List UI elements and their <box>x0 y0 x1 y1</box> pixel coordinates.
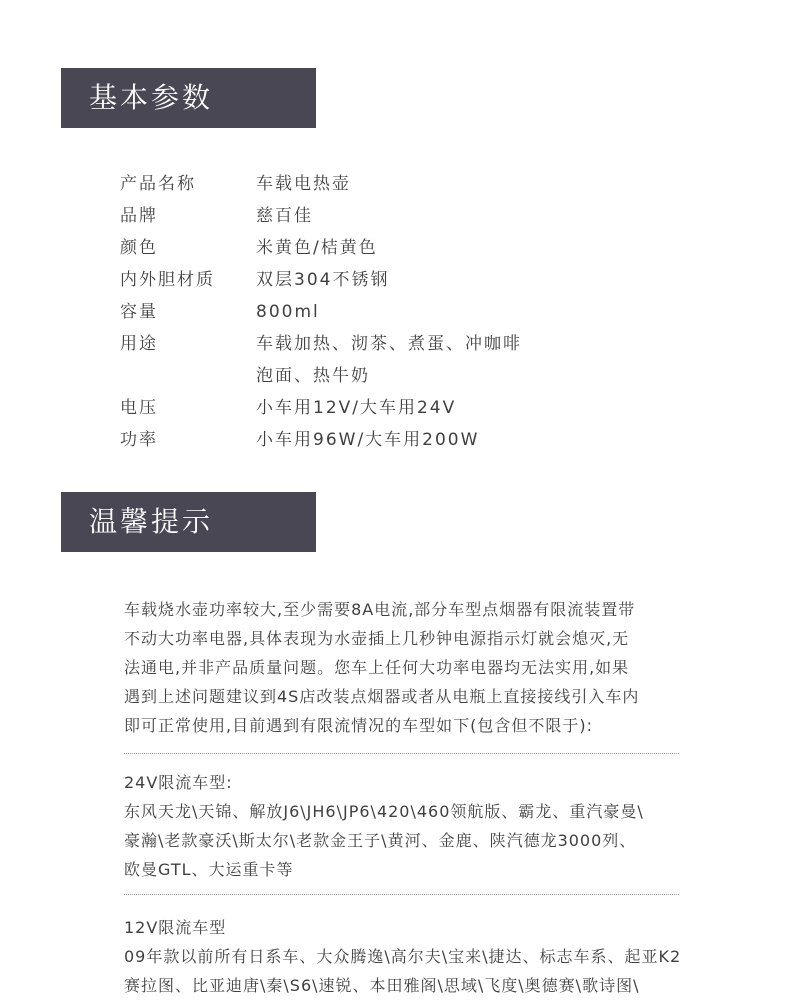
param-value-line: 小车用96W/大车用200W <box>256 430 480 450</box>
param-label: 品牌 <box>120 206 158 226</box>
tip-text-line: 12V限流车型 <box>124 918 227 937</box>
param-row <box>120 424 522 456</box>
tip-text-line: 豪瀚\老款豪沃\斯太尔\老款金王子\黄河、金鹿、陕汽德龙3000列、 <box>124 831 637 850</box>
tip-text-line: 东风天龙\天锦、解放J6\JH6\JP6\420\460领航版、霸龙、重汽豪曼\ <box>124 802 644 821</box>
param-value <box>256 296 522 328</box>
tips-12v-models <box>124 913 684 1000</box>
param-value <box>256 424 522 456</box>
dotted-divider <box>124 753 679 754</box>
param-row <box>120 232 522 264</box>
param-label: 功率 <box>120 430 158 450</box>
tip-text-line: 欧曼GTL、大运重卡等 <box>124 860 294 879</box>
tip-text-line: 即可正常使用,目前遇到有限流情况的车型如下(包含但不限于): <box>124 716 593 735</box>
param-row <box>120 264 522 296</box>
param-label: 电压 <box>120 398 158 418</box>
section-title: 温馨提示 <box>89 505 214 538</box>
tips-intro-paragraph <box>124 595 684 740</box>
param-value-line: 车载电热壶 <box>256 174 351 194</box>
param-value <box>256 328 522 392</box>
section-title: 基本参数 <box>89 81 214 114</box>
param-value-line: 800ml <box>256 302 320 322</box>
tip-text-line: 车载烧水壶功率较大,至少需要8A电流,部分车型点烟器有限流装置带 <box>124 600 636 619</box>
param-label: 颜色 <box>120 238 158 258</box>
tip-text-line: 09年款以前所有日系车、大众腾逸\高尔夫\宝来\捷达、标志车系、起亚K2 <box>124 947 682 966</box>
param-value-line: 小车用12V/大车用24V <box>256 398 457 418</box>
param-label: 用途 <box>120 334 158 354</box>
param-label: 内外胆材质 <box>120 270 215 290</box>
param-value <box>256 200 522 232</box>
dotted-divider <box>124 894 679 895</box>
param-row <box>120 296 522 328</box>
param-value-line: 双层304不锈钢 <box>256 270 390 290</box>
tip-text-line: 法通电,并非产品质量问题。您车上任何大功率电器均无法实用,如果 <box>124 658 630 677</box>
tip-text-line: 不动大功率电器,具体表现为水壶插上几秒钟电源指示灯就会熄灭,无 <box>124 629 630 648</box>
param-value <box>256 264 522 296</box>
section-header-basic-params <box>61 68 316 128</box>
param-value-line: 慈百佳 <box>256 206 313 226</box>
params-table <box>120 168 522 456</box>
tip-text-line: 24V限流车型: <box>124 773 233 792</box>
tip-text-line: 遇到上述问题建议到4S店改装点烟器或者从电瓶上直接接线引入车内 <box>124 687 640 706</box>
param-value <box>256 392 522 424</box>
param-label: 产品名称 <box>120 174 196 194</box>
param-value <box>256 168 522 200</box>
param-row <box>120 200 522 232</box>
param-row <box>120 328 522 392</box>
param-row <box>120 392 522 424</box>
param-row <box>120 168 522 200</box>
param-label: 容量 <box>120 302 158 322</box>
param-value-line: 米黄色/桔黄色 <box>256 238 378 258</box>
tips-24v-models <box>124 768 684 884</box>
param-value <box>256 232 522 264</box>
param-value-line: 车载加热、沏茶、煮蛋、冲咖啡 <box>256 334 522 354</box>
param-value-line: 泡面、热牛奶 <box>256 366 370 386</box>
tip-text-line: 赛拉图、比亚迪唐\秦\S6\速锐、本田雅阁\思域\飞度\奥德赛\歌诗图\ <box>124 976 640 995</box>
section-header-tips <box>61 492 316 552</box>
